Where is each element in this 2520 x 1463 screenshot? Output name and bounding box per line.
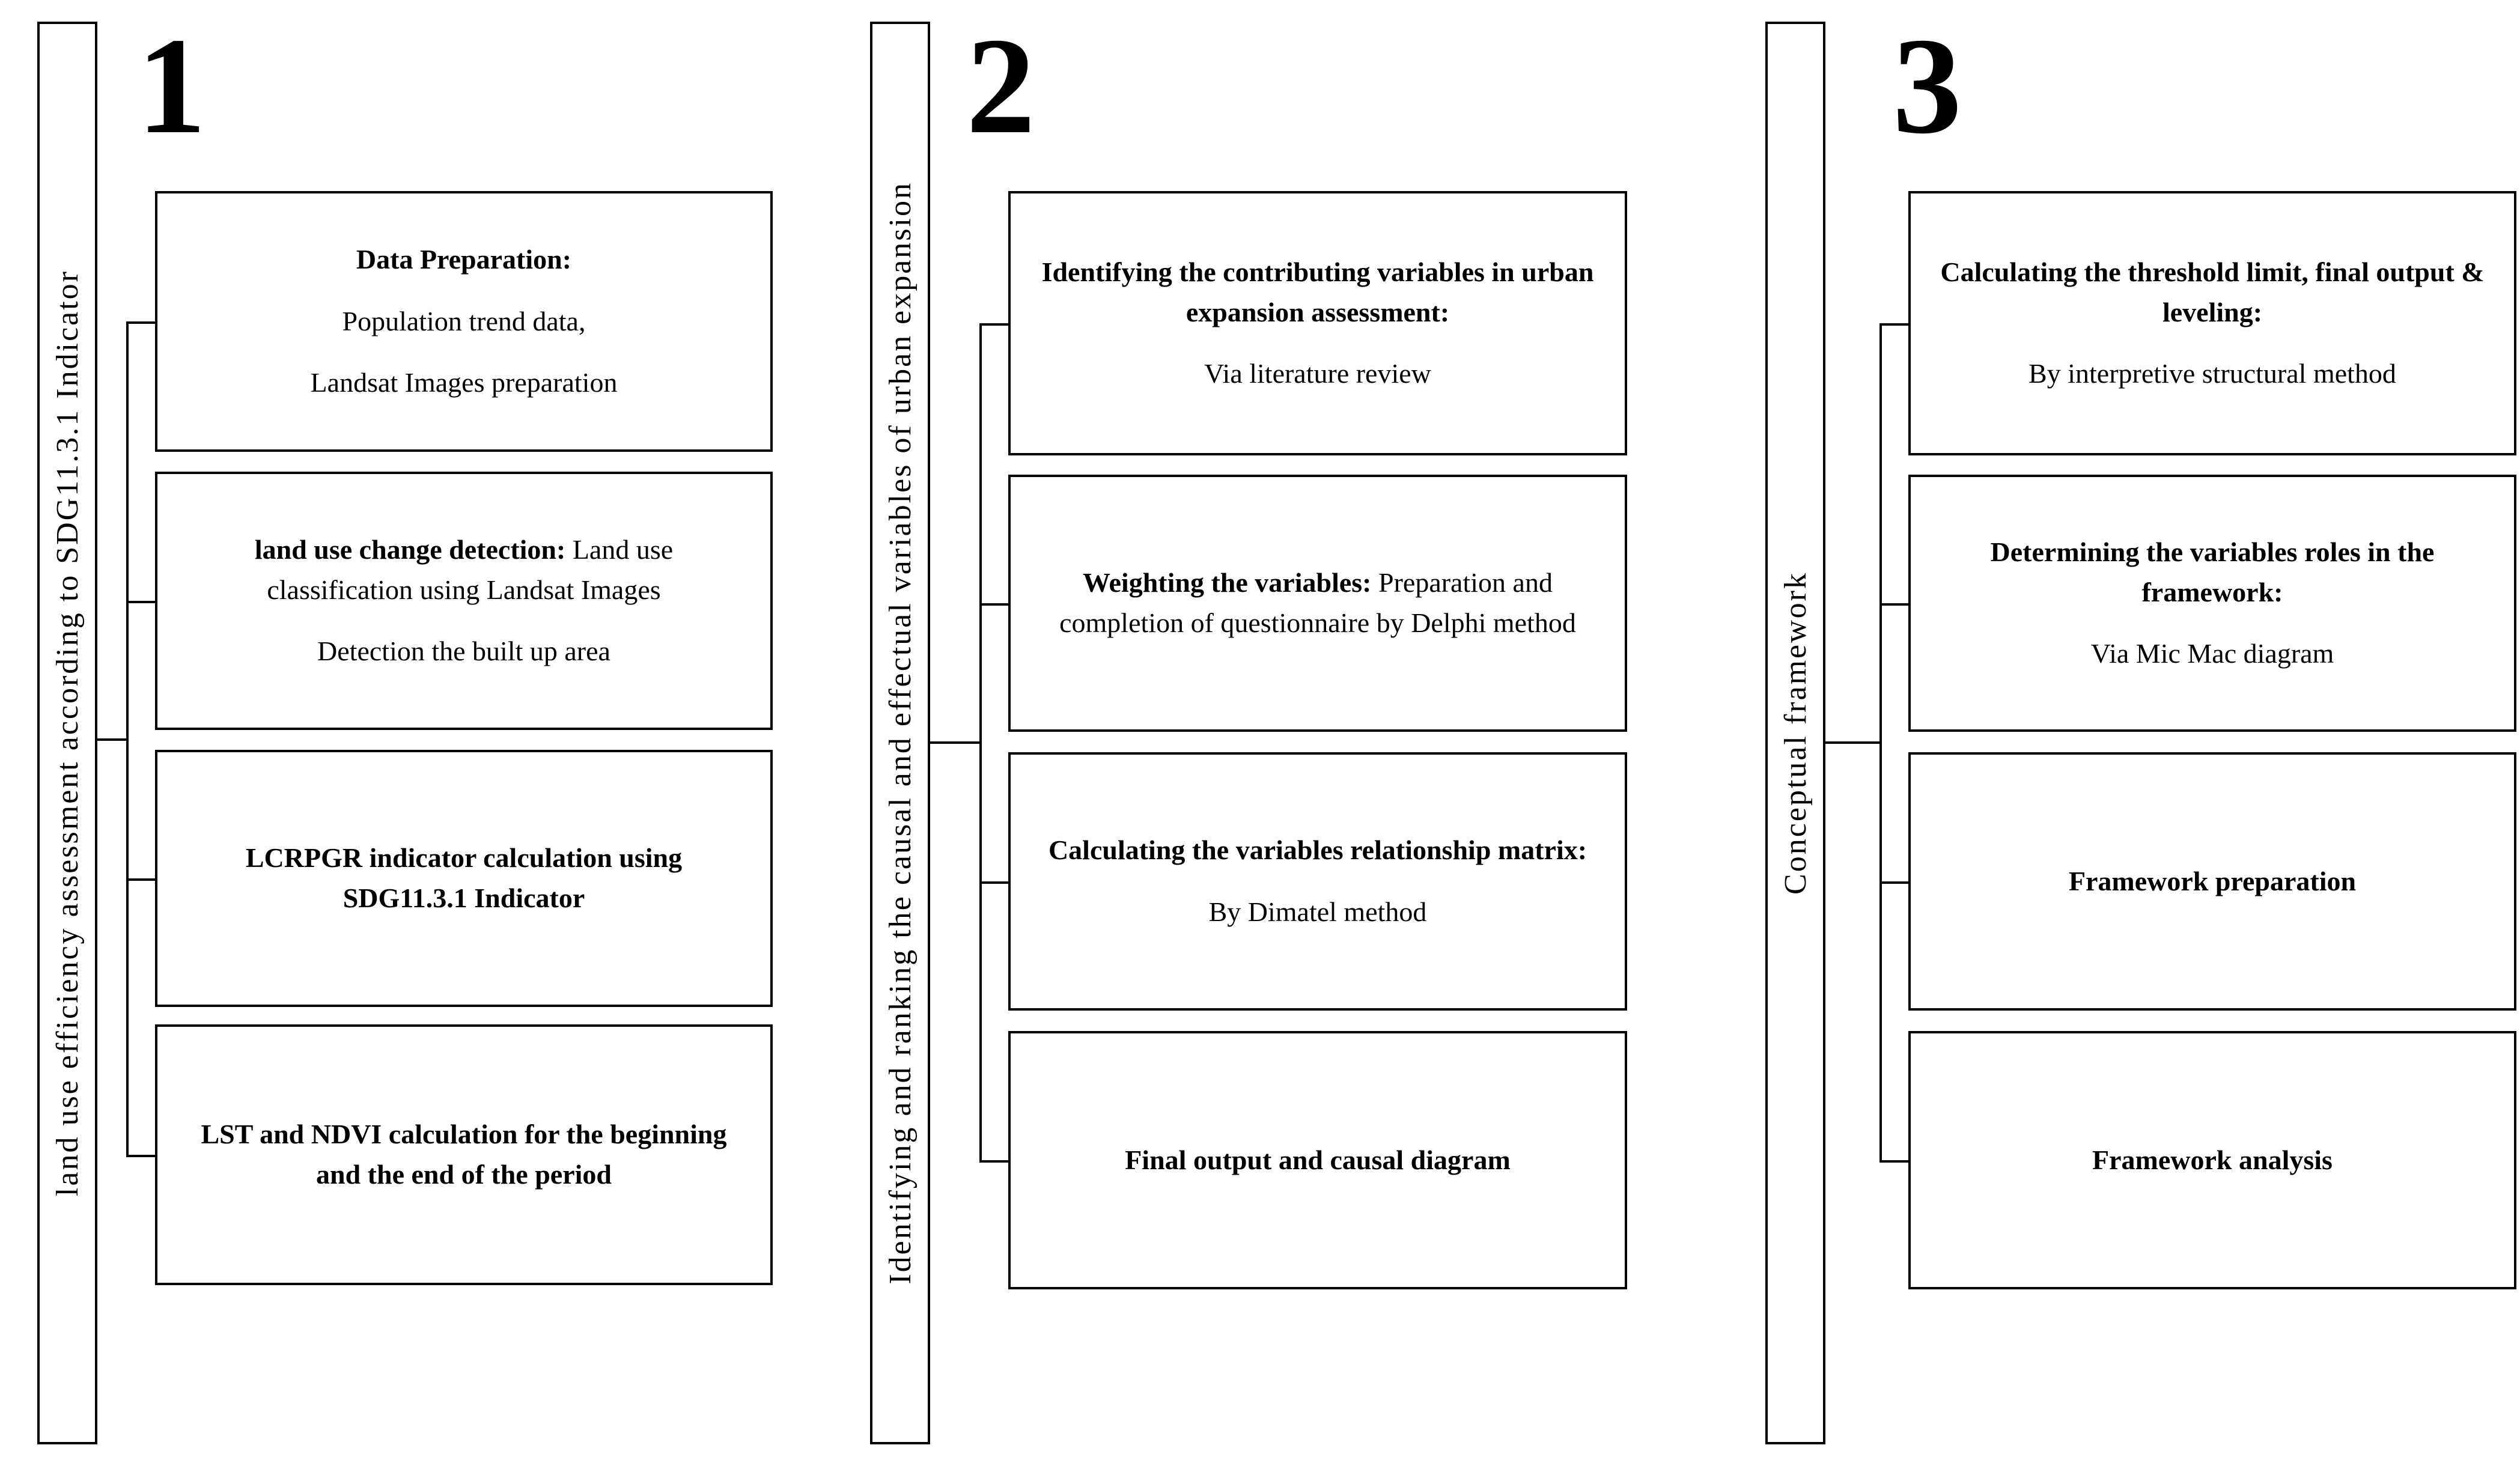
box-heading-row (2069, 862, 2356, 902)
connector-spine-2 (979, 323, 982, 1160)
connector-line (979, 1160, 1008, 1163)
box-heading: land use change detection: (254, 534, 566, 565)
step-box-lcrpgr-indicator (155, 750, 773, 1007)
box-heading-row (1125, 1140, 1511, 1181)
connector-line (126, 878, 155, 881)
connector-line (126, 601, 155, 603)
phase-number-3: 3 (1893, 9, 1962, 162)
box-heading: LST and NDVI calculation for the beginning and the end of the period (201, 1119, 727, 1190)
box-heading: Calculating the threshold limit, final output & leveling: (1940, 256, 2485, 327)
box-heading: Framework analysis (2092, 1144, 2333, 1175)
connector-spine-3 (1879, 323, 1882, 1160)
step-box-threshold-limit (1908, 191, 2516, 455)
box-heading: Framework preparation (2068, 865, 2357, 896)
phase-3-side-label: Conceptual framework (1778, 571, 1813, 895)
step-box-data-preparation (155, 191, 773, 452)
step-box-identifying-variables (1008, 191, 1627, 455)
connector-line (1879, 323, 1908, 326)
phase-1-side-label: land use efficiency assessment according to SDG11.3.1 Indicator (50, 269, 85, 1197)
box-heading: Calculating the variables relationship matrix: (1048, 835, 1587, 866)
connector-line (979, 603, 1008, 606)
box-heading-row (2092, 1140, 2333, 1181)
box-line: Population trend data, (342, 305, 586, 336)
box-heading-row (1033, 252, 1602, 332)
box-heading: LCRPGR indicator calculation using SDG11.3.1 Indicator (245, 842, 683, 913)
step-box-land-use-change-detection (155, 472, 773, 730)
box-heading: Identifying the contributing variables in urban expansion assessment: (1041, 256, 1594, 327)
phase-bar-3 (1765, 22, 1825, 1444)
step-box-variables-roles (1908, 475, 2516, 732)
box-line: Landsat Images preparation (310, 367, 618, 398)
box-line: Via Mic Mac diagram (2090, 638, 2334, 669)
step-box-framework-analysis (1908, 1031, 2516, 1289)
step-box-weighting-variables (1008, 475, 1627, 732)
box-heading-row (1048, 830, 1587, 871)
connector-line (1879, 603, 1908, 606)
box-heading-row (1934, 252, 2491, 332)
connector-line (96, 738, 127, 741)
box-heading-row (180, 530, 747, 610)
step-box-final-output-causal-diagram (1008, 1031, 1627, 1289)
box-heading-row (1033, 563, 1602, 643)
box-heading-row (180, 1115, 747, 1194)
phase-2-side-label: Identifying and ranking the causal and effectual variables of urban expansion (883, 181, 918, 1285)
box-heading: Data Preparation: (356, 243, 572, 275)
box-heading-row (356, 240, 571, 280)
connector-line (1879, 881, 1908, 884)
box-heading-row (180, 838, 747, 918)
connector-line (126, 1155, 155, 1157)
connector-line (979, 323, 1008, 326)
box-heading-rest: Land use classification using Landsat Images (267, 534, 674, 605)
connector-line (126, 321, 155, 324)
connector-line (929, 741, 979, 744)
step-box-framework-preparation (1908, 752, 2516, 1011)
phase-number-2: 2 (966, 9, 1035, 162)
box-heading: Determining the variables roles in the framework: (1990, 536, 2435, 607)
box-line: Via literature review (1204, 358, 1431, 389)
box-line: Detection the built up area (317, 636, 610, 667)
connector-line (1824, 741, 1879, 744)
connector-line (1879, 1160, 1908, 1163)
box-heading: Weighting the variables: (1083, 567, 1372, 598)
box-heading-row (1934, 532, 2491, 612)
connector-line (979, 881, 1008, 884)
phase-bar-1 (37, 22, 97, 1444)
box-heading-rest: Preparation and completion of questionnaire by Delphi method (1059, 567, 1576, 638)
box-line: By interpretive structural method (2028, 358, 2396, 389)
phase-bar-2 (870, 22, 930, 1444)
step-box-relationship-matrix (1008, 752, 1627, 1011)
step-box-lst-ndvi (155, 1024, 773, 1285)
phase-number-1: 1 (137, 9, 206, 162)
box-line: By Dimatel method (1208, 896, 1427, 927)
box-heading: Final output and causal diagram (1125, 1144, 1511, 1175)
